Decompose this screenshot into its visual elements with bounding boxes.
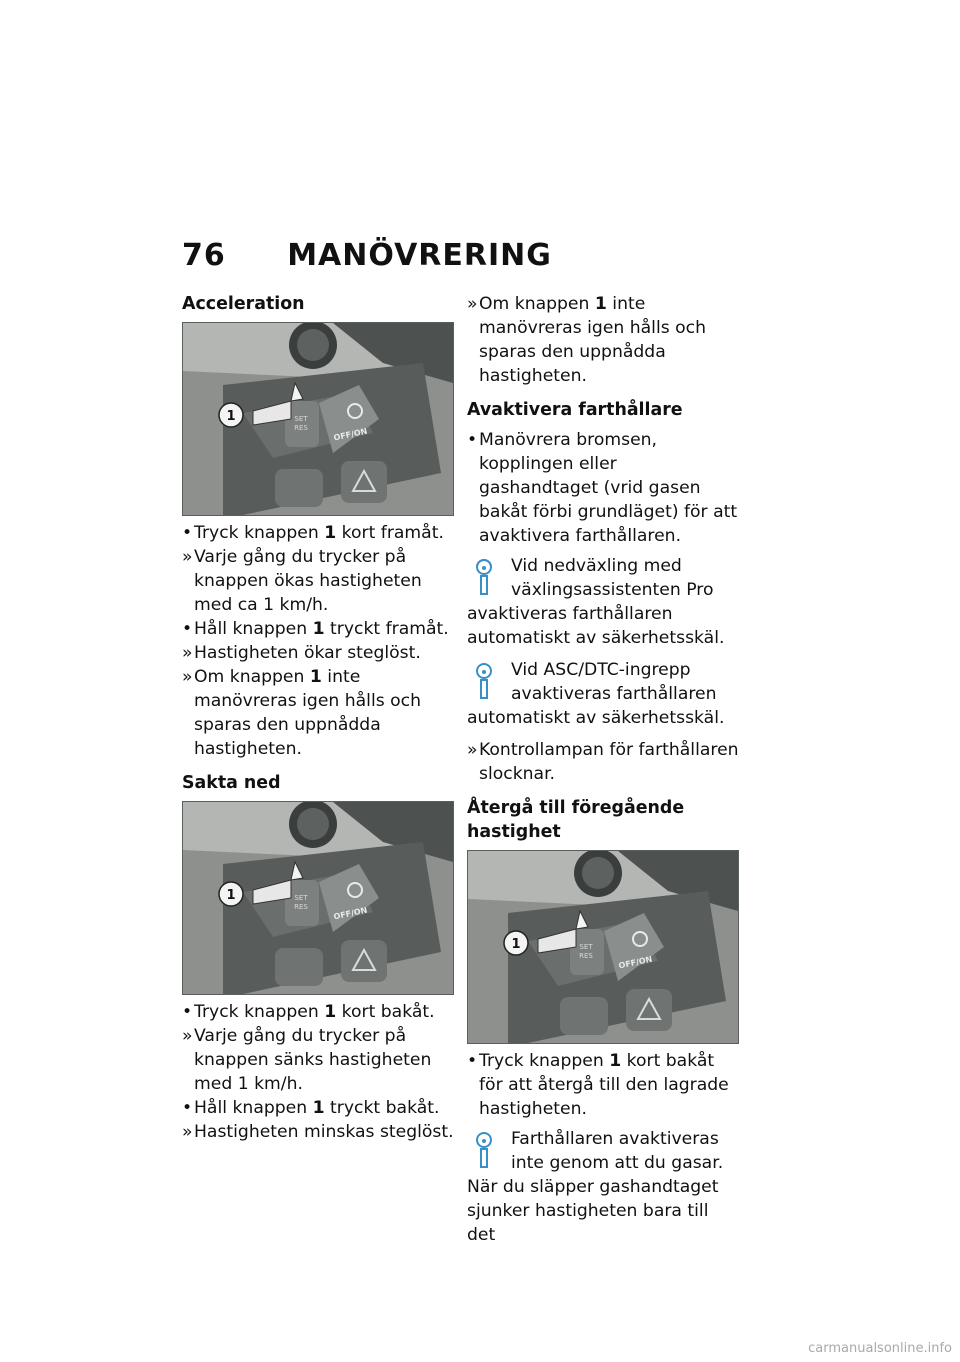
step-item: • Manövrera bromsen, kopplingen eller gashandtaget (vrid gasen bakåt förbi grundläget) för att avaktivera farthållaren. xyxy=(467,430,738,546)
right-column xyxy=(467,292,739,1255)
left-column xyxy=(182,292,454,1144)
offon-label: OFF/ON xyxy=(332,426,369,443)
handlebar-switch-illustration xyxy=(183,802,453,994)
result-item: » Om knappen 1 inte manövreras igen hålls och sparas den uppnådda hastigheten. xyxy=(182,667,422,759)
info-note: Vid nedväxling med växlingsassistenten Pro avaktiveras farthållaren automatiskt av säkerhetsskäl. xyxy=(467,556,725,648)
heading-acceleration: Acceleration xyxy=(182,294,305,314)
result-item: » Kontrollampan för farthållaren slocknar. xyxy=(467,740,739,784)
set-label: SET xyxy=(294,894,308,902)
step-item: • Håll knappen 1 tryckt framåt. xyxy=(182,619,449,639)
info-icon xyxy=(469,662,499,702)
set-label: SET xyxy=(294,415,308,423)
handlebar-switch-illustration xyxy=(468,851,738,1043)
set-label: SET xyxy=(579,943,593,951)
switch-photo-slow-down xyxy=(182,801,454,995)
heading-deactivate: Avaktivera farthållare xyxy=(467,400,683,420)
callout-label: 1 xyxy=(226,888,236,903)
result-item: » Hastigheten minskas steglöst. xyxy=(182,1122,454,1142)
res-label: RES xyxy=(294,903,308,911)
result-item: » Varje gång du trycker på knappen sänks hastigheten med 1 km/h. xyxy=(182,1026,432,1094)
step-item: • Tryck knappen 1 kort bakåt. xyxy=(182,1002,435,1022)
result-item: » Hastigheten ökar steglöst. xyxy=(182,643,421,663)
info-note: Farthållaren avaktiveras inte genom att du gasar. När du släpper gashandtaget sjunker hastigheten bara till det xyxy=(467,1129,724,1245)
switch-photo-acceleration xyxy=(182,322,454,516)
res-label: RES xyxy=(579,952,593,960)
result-item: » Om knappen 1 inte manövreras igen hålls och sparas den uppnådda hastigheten. xyxy=(467,294,707,386)
section-title: MANÖVRERING xyxy=(287,238,552,273)
step-item: • Tryck knappen 1 kort framåt. xyxy=(182,523,444,543)
handlebar-switch-illustration xyxy=(183,323,453,515)
callout-label: 1 xyxy=(226,409,236,424)
page-number: 76 xyxy=(182,238,226,273)
step-item: • Håll knappen 1 tryckt bakåt. xyxy=(182,1098,440,1118)
switch-photo-resume xyxy=(467,850,739,1044)
info-note: Vid ASC/DTC-ingrepp avaktiveras farthållaren automatiskt av säkerhetsskäl. xyxy=(467,660,725,728)
offon-label: OFF/ON xyxy=(332,905,369,922)
info-icon xyxy=(469,558,499,598)
info-icon xyxy=(469,1131,499,1171)
result-item: » Varje gång du trycker på knappen ökas hastigheten med ca 1 km/h. xyxy=(182,547,422,615)
callout-label: 1 xyxy=(511,937,521,952)
res-label: RES xyxy=(294,424,308,432)
heading-resume: Återgå till föregående hastighet xyxy=(467,798,685,842)
offon-label: OFF/ON xyxy=(617,954,654,971)
watermark: carmanualsonline.info xyxy=(808,1341,952,1356)
page-header xyxy=(182,238,552,273)
step-item: • Tryck knappen 1 kort bakåt för att återgå till den lagrade hastigheten. xyxy=(467,1051,729,1119)
heading-slow-down: Sakta ned xyxy=(182,773,281,793)
